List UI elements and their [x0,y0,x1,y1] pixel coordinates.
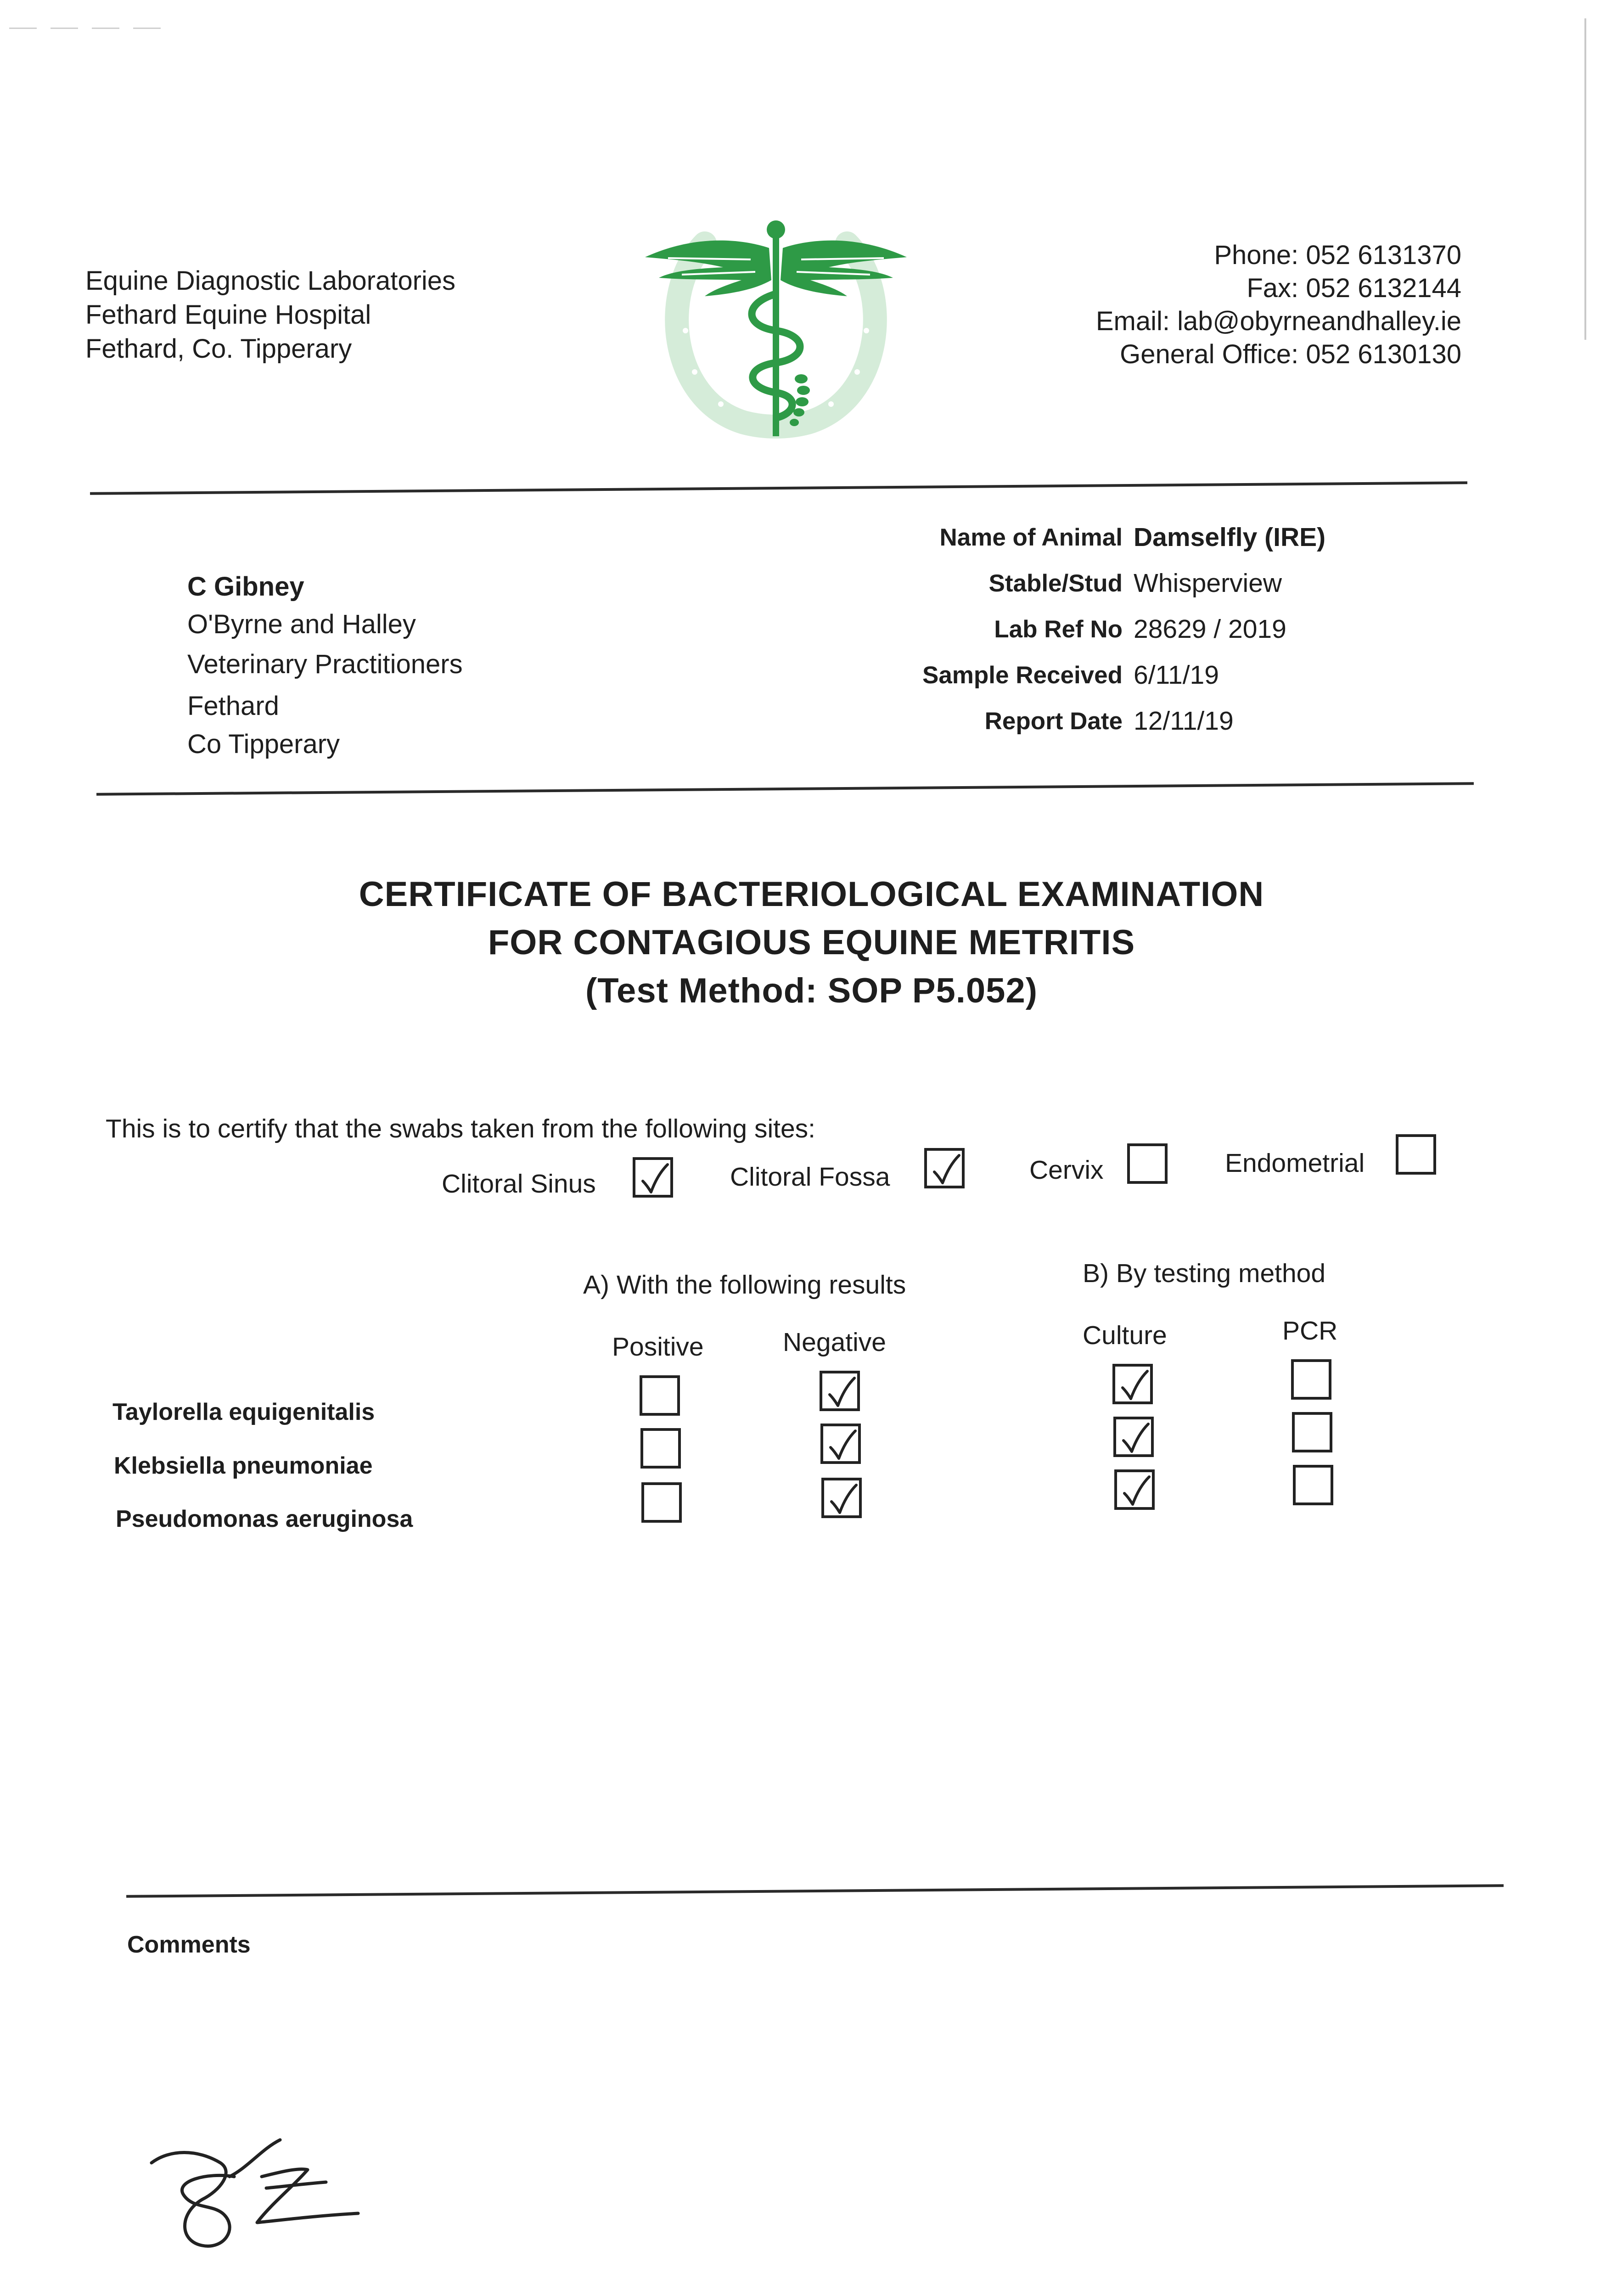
positive-checkbox[interactable] [640,1428,681,1469]
fax-label: Fax: [1247,273,1299,303]
site-label: Endometrial [1225,1148,1365,1178]
site-checkbox[interactable] [1127,1143,1168,1184]
title-line: (Test Method: SOP P5.052) [585,971,1038,1010]
site-label: Clitoral Sinus [442,1169,596,1199]
site-checkbox[interactable] [1396,1134,1436,1175]
lab-address [85,264,455,366]
phone-value: 052 6131370 [1306,240,1461,270]
certify-text: This is to certify that the swabs taken from the following sites: [106,1114,815,1143]
section-a-heading: A) With the following results [583,1270,906,1300]
lab-ref-value: 28629 / 2019 [1134,614,1286,644]
meta-row [891,698,1325,744]
positive-checkbox[interactable] [640,1375,680,1416]
email-value: lab@obyrneandhalley.ie [1177,306,1461,336]
checkmark-icon [1119,1421,1151,1455]
office-label: General Office: [1120,339,1299,369]
office-line [1096,338,1461,371]
site-label: Cervix [1029,1155,1104,1185]
checkmark-icon [827,1482,859,1516]
organism-label: Klebsiella pneumoniae [114,1452,373,1479]
recipient-line: Co Tipperary [187,729,340,759]
phone-line [1096,239,1461,272]
culture-checkbox[interactable] [1112,1364,1153,1404]
pcr-checkbox[interactable] [1291,1359,1331,1400]
meta-label: Lab Ref No [994,615,1123,643]
sample-received-value: 6/11/19 [1134,660,1219,690]
checkmark-icon [638,1162,670,1196]
checkmark-icon [826,1428,858,1462]
site-checkbox[interactable] [633,1157,673,1198]
meta-row [891,514,1325,560]
meta-label: Name of Animal [939,523,1123,551]
certificate-title [0,870,1623,1015]
negative-checkbox[interactable] [820,1424,861,1464]
recipient-line: O'Byrne and Halley [187,609,416,639]
section-b-heading: B) By testing method [1083,1259,1326,1288]
meta-label: Report Date [984,707,1123,735]
phone-label: Phone: [1214,240,1299,270]
positive-checkbox[interactable] [641,1482,682,1523]
scan-edge-line [1584,18,1586,340]
culture-checkbox[interactable] [1113,1417,1154,1457]
animal-details [891,514,1325,744]
handwritten-signature [142,2122,372,2287]
column-header-pcr: PCR [1282,1316,1338,1345]
meta-label: Sample Received [922,661,1123,689]
title-line: FOR CONTAGIOUS EQUINE METRITIS [488,923,1135,962]
header-divider [90,481,1467,495]
checkmark-icon [1118,1368,1150,1402]
meta-label: Stable/Stud [988,569,1123,597]
recipient-line: Veterinary Practitioners [187,649,463,679]
recipient-line: Fethard [187,691,279,721]
fax-value: 052 6132144 [1306,273,1461,303]
checkmark-icon [930,1153,962,1187]
site-checkbox[interactable] [924,1148,965,1188]
recipient-name: C Gibney [187,572,304,602]
scan-dash-marks [9,28,174,29]
pcr-checkbox[interactable] [1293,1465,1333,1505]
animal-name-value: Damselfly (IRE) [1134,523,1326,552]
title-line: CERTIFICATE OF BACTERIOLOGICAL EXAMINATION [359,875,1264,914]
caduceus-horseshoe-icon [640,216,911,455]
column-header-negative: Negative [783,1328,886,1357]
comments-divider [126,1884,1504,1898]
email-line [1096,305,1461,338]
culture-checkbox[interactable] [1114,1469,1155,1510]
checkmark-icon [1120,1474,1152,1508]
column-header-positive: Positive [612,1332,704,1362]
negative-checkbox[interactable] [820,1371,860,1411]
meta-row [891,560,1325,606]
office-value: 052 6130130 [1306,339,1461,369]
site-label: Clitoral Fossa [730,1162,890,1192]
email-label: Email: [1095,306,1170,336]
stable-value: Whisperview [1134,568,1282,598]
report-date-value: 12/11/19 [1134,706,1234,736]
organism-label: Taylorella equigenitalis [112,1399,375,1425]
pcr-checkbox[interactable] [1292,1412,1332,1452]
checkmark-icon [825,1375,857,1409]
column-header-culture: Culture [1083,1321,1167,1350]
lab-contact [1096,239,1461,371]
lab-address-line: Equine Diagnostic Laboratories [85,266,456,296]
lab-address-line: Fethard Equine Hospital [85,300,371,330]
lab-address-line: Fethard, Co. Tipperary [85,334,352,364]
details-divider [96,782,1474,796]
comments-label: Comments [127,1931,251,1958]
meta-row [891,652,1325,698]
recipient-block [187,567,463,763]
organism-label: Pseudomonas aeruginosa [116,1506,413,1532]
meta-row [891,606,1325,652]
fax-line [1096,272,1461,305]
negative-checkbox[interactable] [821,1478,862,1518]
